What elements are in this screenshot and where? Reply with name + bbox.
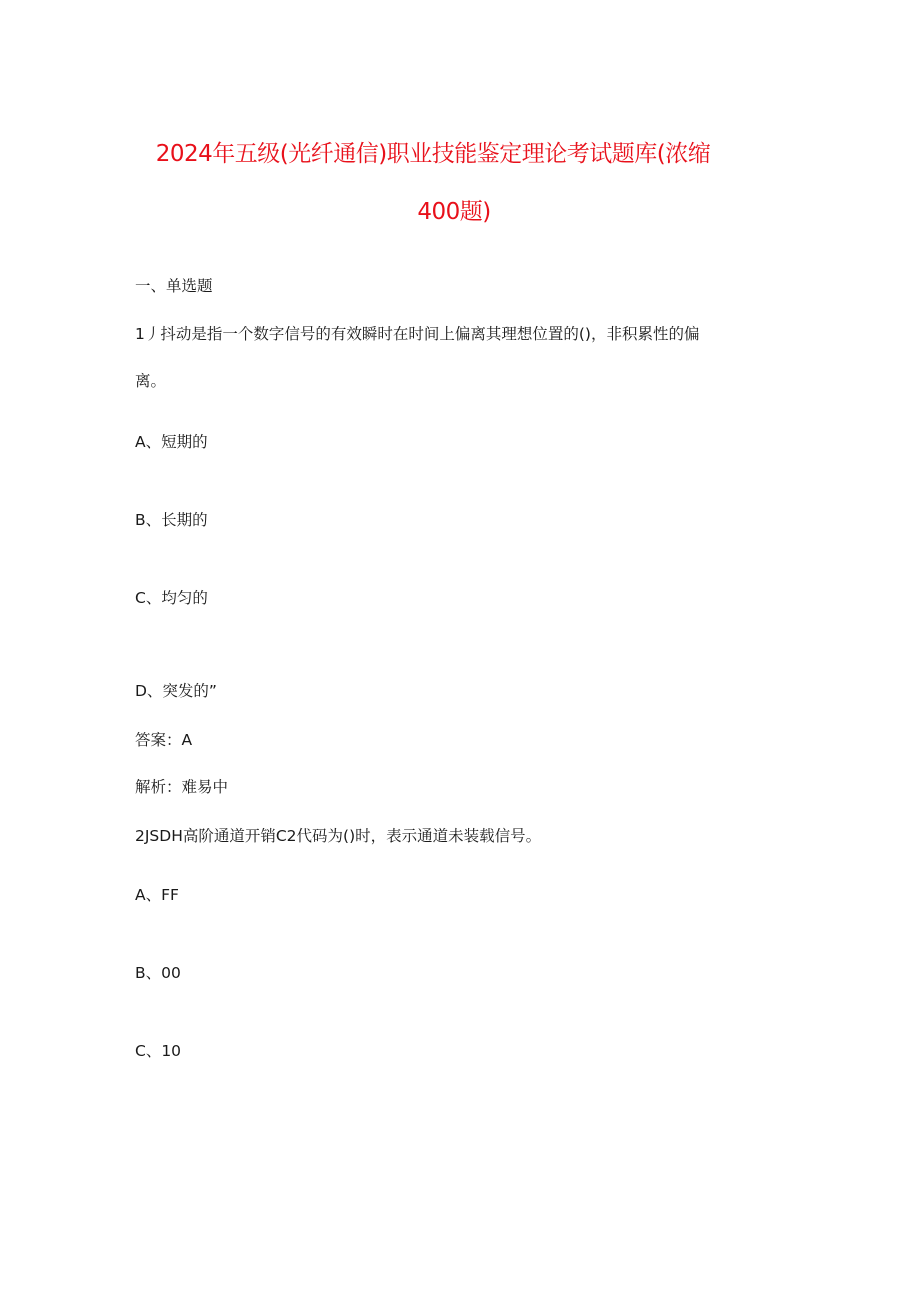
question-2-option-a: A、FF <box>135 886 179 904</box>
question-1-answer: 答案：A <box>135 731 193 749</box>
question-2-option-b: B、00 <box>135 964 181 982</box>
question-1-option-d: D、突发的” <box>135 682 217 700</box>
question-1-option-b: B、长期的 <box>135 511 208 529</box>
question-2-stem-line-1: 2JSDH高阶通道开销C2代码为()时，表示通道未装载信号。 <box>135 827 542 845</box>
document-title-line-2: 400题) <box>417 199 491 225</box>
question-1-stem-line-1: 1丿抖动是指一个数字信号的有效瞬时在时间上偏离其理想位置的()，非积累性的偏 <box>135 325 700 343</box>
document-title-line-1: 2024年五级(光纤通信)职业技能鉴定理论考试题库(浓缩 <box>155 141 711 167</box>
question-2-option-c: C、10 <box>135 1042 182 1060</box>
question-1-option-a: A、短期的 <box>135 433 208 451</box>
question-1-option-c: C、均匀的 <box>135 589 208 607</box>
section-heading: 一、单选题 <box>135 277 213 295</box>
question-1-stem-line-2: 离。 <box>135 372 167 390</box>
question-1-analysis: 解析：难易中 <box>135 778 229 796</box>
